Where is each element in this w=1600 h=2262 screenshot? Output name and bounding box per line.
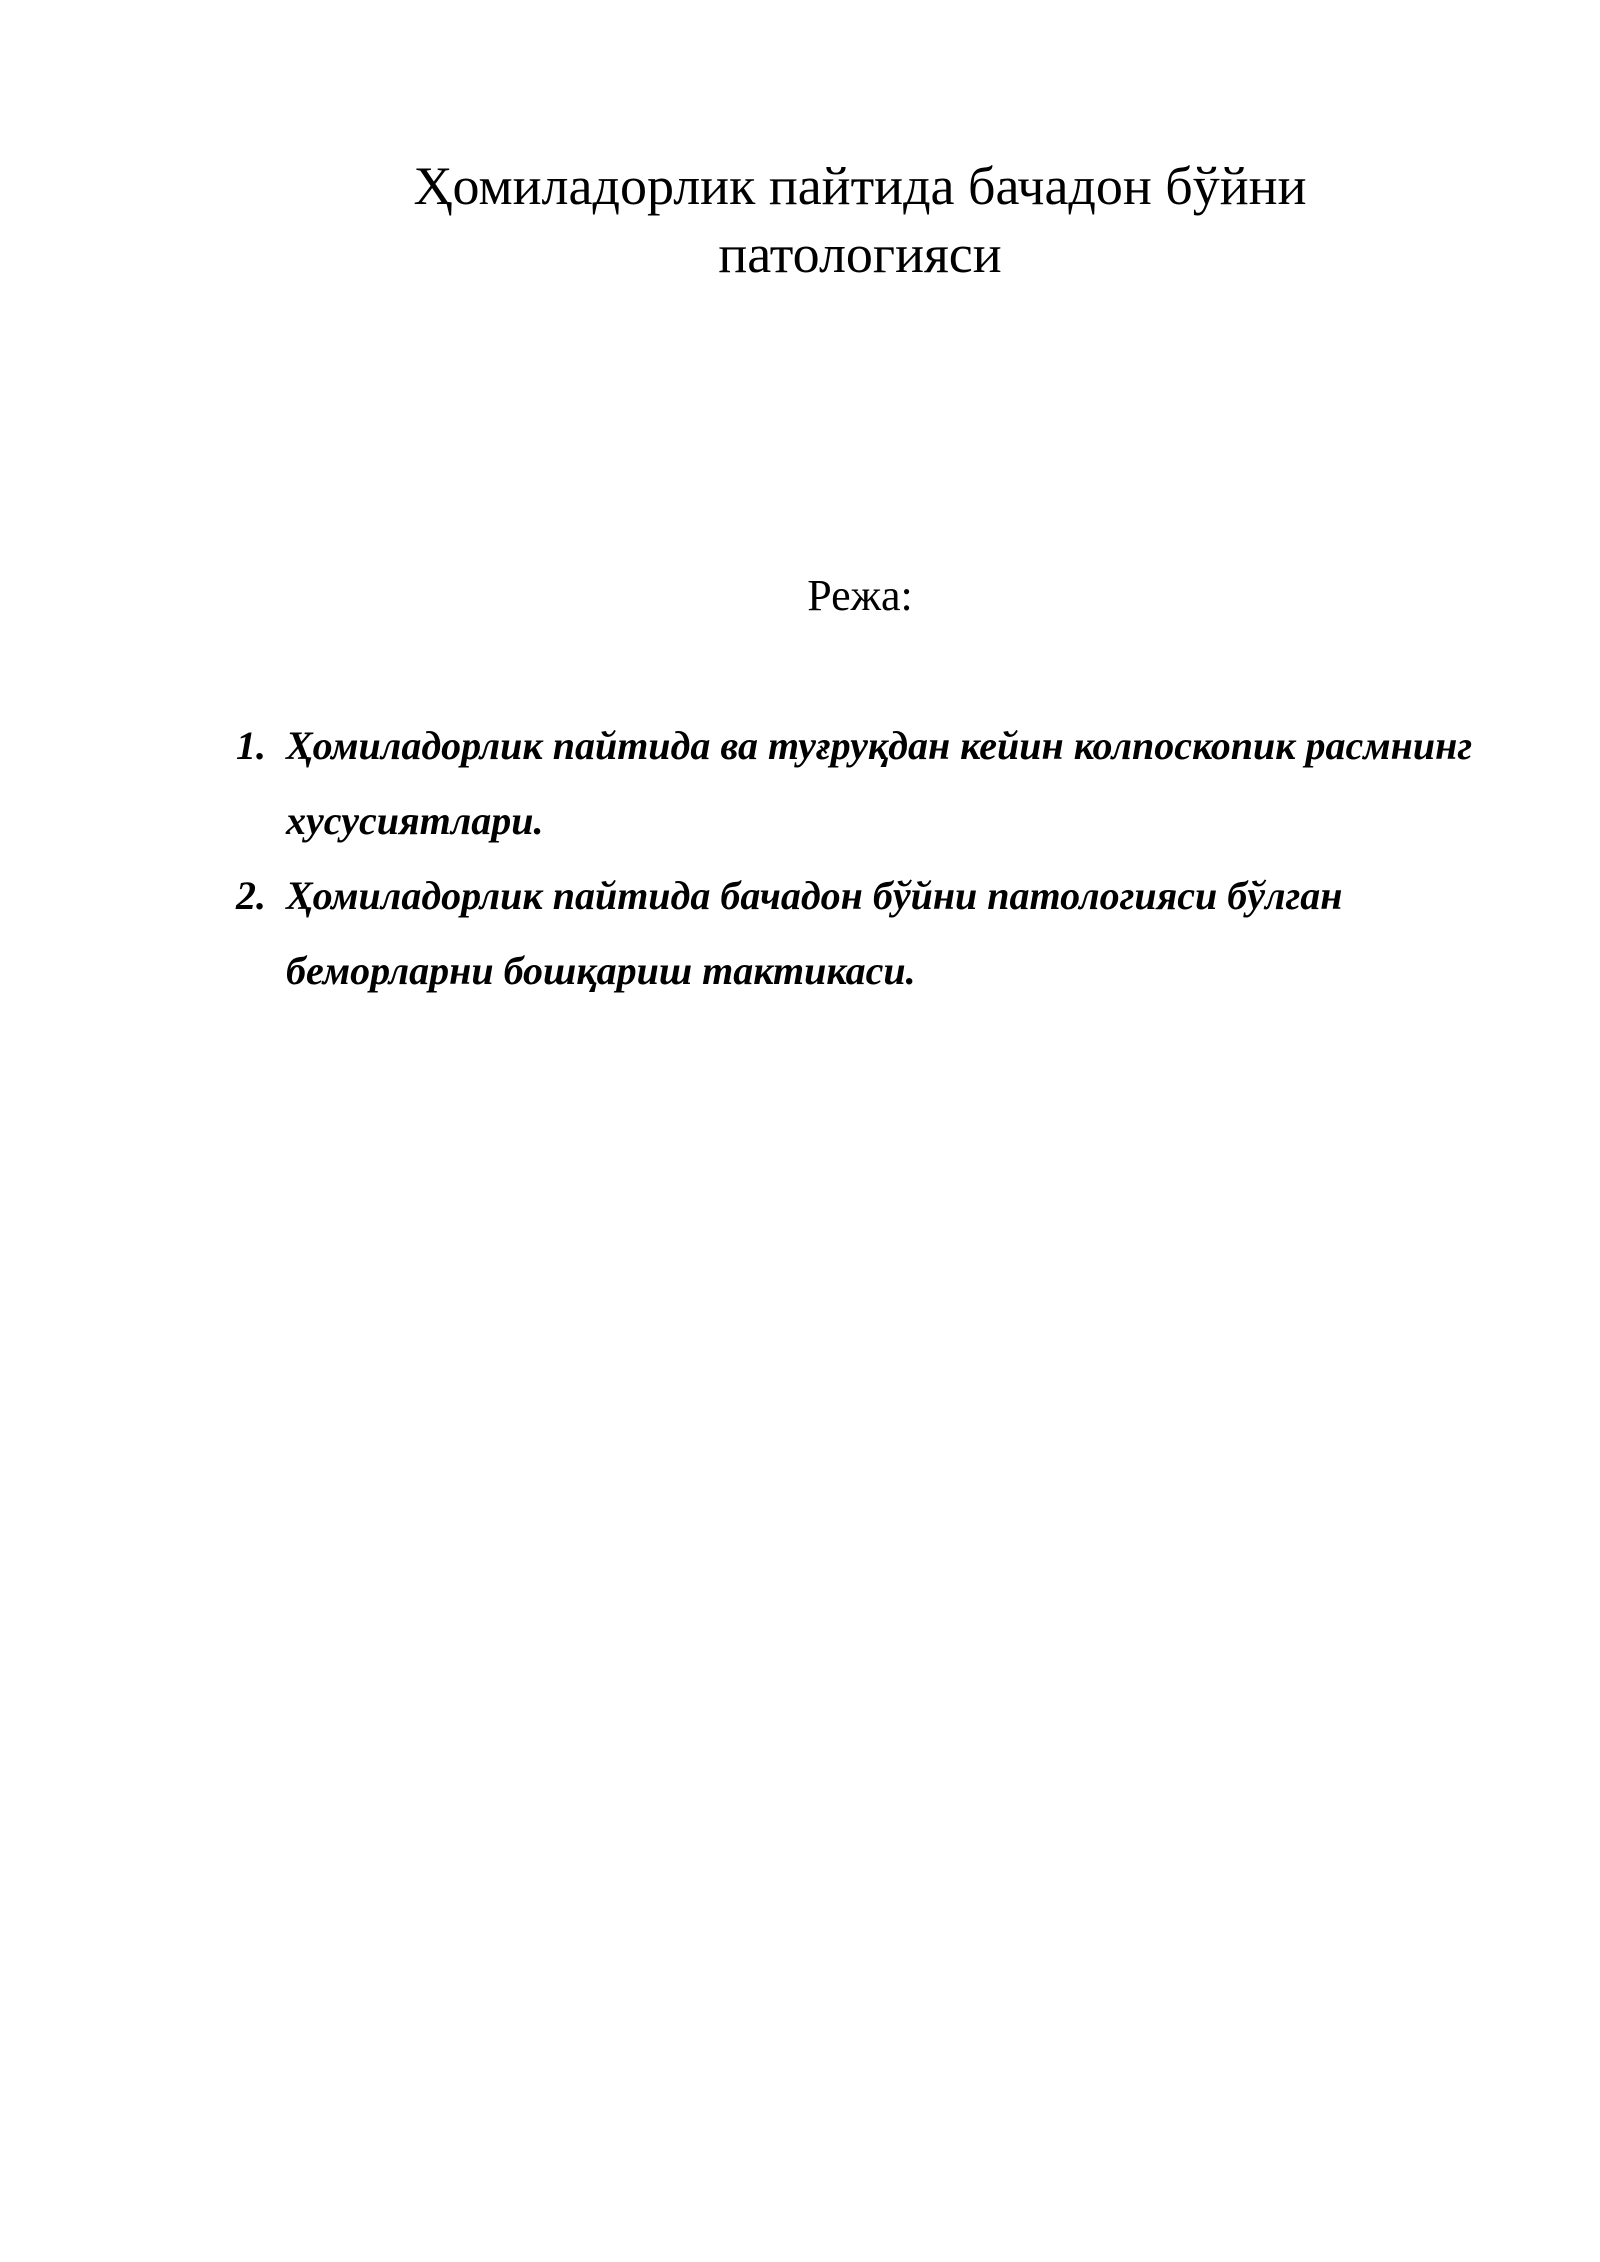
plan-item-1 xyxy=(236,708,1476,858)
plan-item-text: Ҳомиладорлик пайтида ва туғруқдан кейин колпоскопик расмнинг хусусиятлари. xyxy=(286,723,1473,843)
plan-list xyxy=(236,708,1476,1008)
plan-item-number: 1. xyxy=(236,723,266,768)
plan-item-2 xyxy=(236,858,1476,1008)
document-title: Ҳомиладорлик пайтида бачадон бўйни патологияси xyxy=(413,156,1307,284)
plan-item-number: 2. xyxy=(236,873,266,918)
plan-heading: Режа: xyxy=(807,571,913,620)
plan-item-text: Ҳомиладорлик пайтида бачадон бўйни патологияси бўлган беморларни бошқариш тактикаси. xyxy=(286,873,1343,993)
